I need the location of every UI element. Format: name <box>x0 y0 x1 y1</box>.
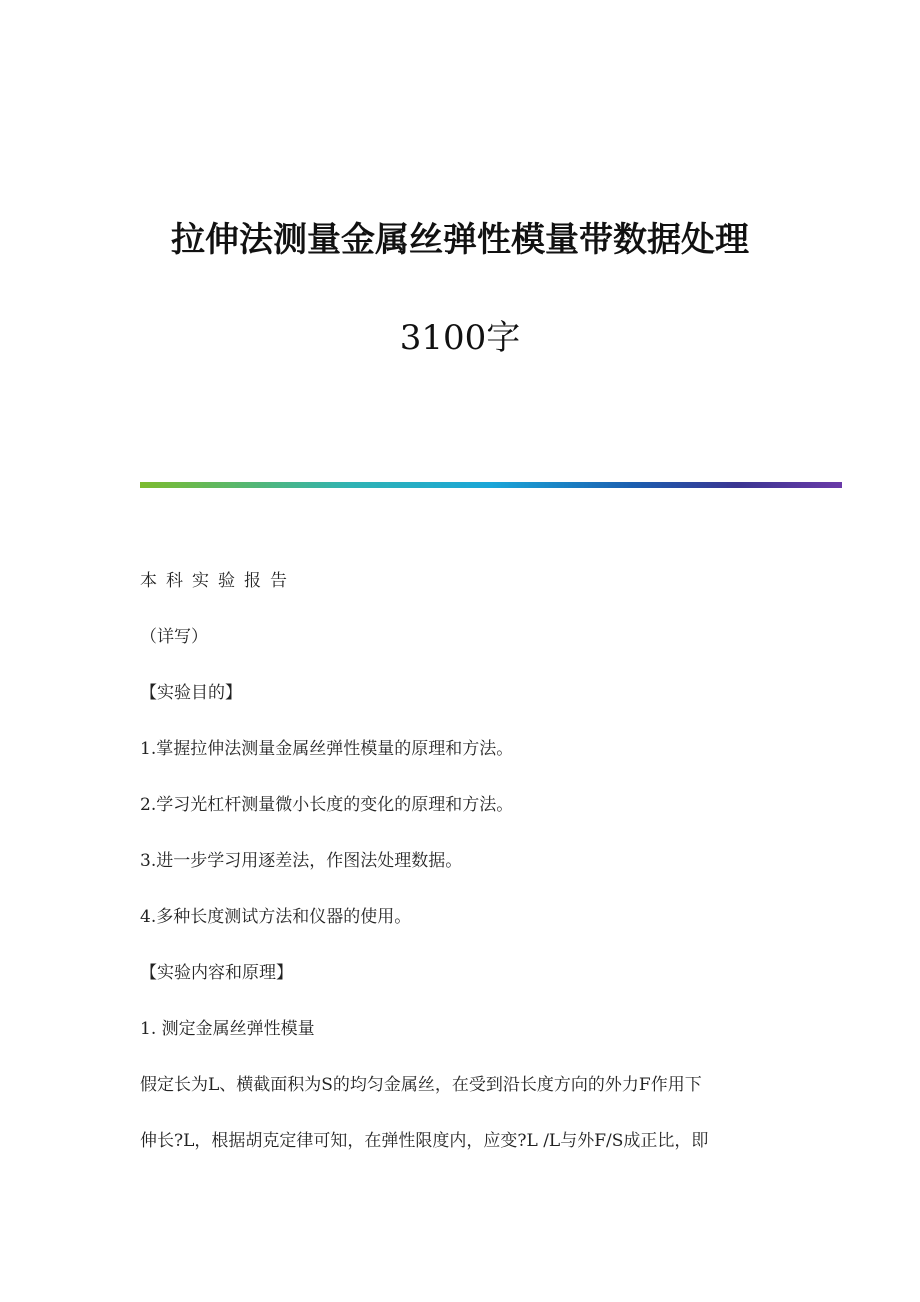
section-heading-principle: 【实验内容和原理】 <box>140 963 293 983</box>
document-title-line-1: 拉伸法测量金属丝弹性模量带数据处理 <box>171 220 749 260</box>
detail-note: （详写） <box>140 627 208 647</box>
gradient-divider <box>140 482 842 488</box>
section-heading-purpose: 【实验目的】 <box>140 683 242 703</box>
report-label: 本科实验报告 <box>140 571 296 591</box>
purpose-item-2: 2.学习光杠杆测量微小长度的变化的原理和方法。 <box>140 795 514 815</box>
paragraph-line-1: 假定长为L、横截面积为S的均匀金属丝，在受到沿长度方向的外力F作用下 <box>140 1075 702 1095</box>
purpose-item-3: 3.进一步学习用逐差法，作图法处理数据。 <box>140 851 463 871</box>
document-title-line-2: 3100字 <box>399 318 521 358</box>
subsection-heading: 1. 测定金属丝弹性模量 <box>140 1019 315 1039</box>
paragraph-line-2: 伸长?L，根据胡克定律可知，在弹性限度内，应变?L /L与外F/S成正比，即 <box>140 1131 709 1151</box>
purpose-item-1: 1.掌握拉伸法测量金属丝弹性模量的原理和方法。 <box>140 739 514 759</box>
purpose-item-4: 4.多种长度测试方法和仪器的使用。 <box>140 907 412 927</box>
